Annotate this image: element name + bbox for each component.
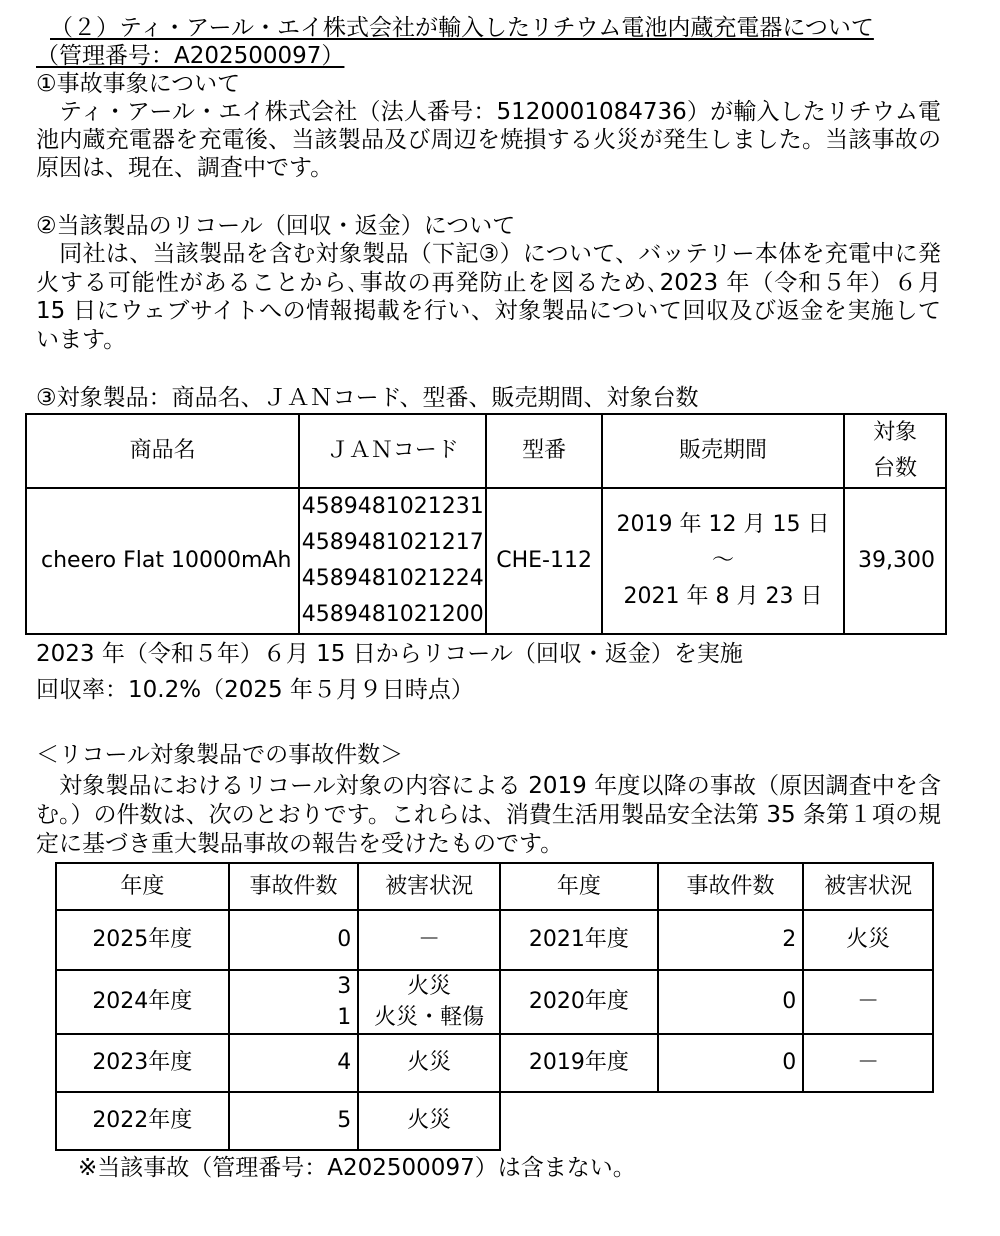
- jan-codes: [299, 488, 486, 634]
- year-cell: 2020年度: [500, 970, 658, 1034]
- accident-row: [56, 970, 933, 1034]
- header-product-name: 商品名: [26, 414, 299, 488]
- paragraph-recall: 同社は、当該製品を含む対象製品（下記③）について、バッテリー本体を充電中に発火する可能性があることから､事故の再発防止を図るため､2023 年（令和５年）６月 15 日にウェブサイトへの情報掲載を行い、対象製品について回収及び返金を実施しています。: [36, 241, 941, 353]
- count-cell: 0: [229, 910, 359, 970]
- damage-cell: －: [803, 1034, 933, 1092]
- section-title: [36, 14, 874, 70]
- accident-table-header: [56, 863, 933, 910]
- damage-cell: 火災: [358, 1034, 500, 1092]
- jan-code: 4589481021217: [301, 530, 484, 555]
- damage-value: 火災: [407, 974, 452, 999]
- accident-footnote: ※当該事故（管理番号：A202500097）は含まない。: [78, 1155, 636, 1181]
- accident-row: [56, 1034, 933, 1092]
- header-count: 事故件数: [658, 863, 804, 910]
- accident-row: [56, 1092, 933, 1150]
- count-value: 1: [337, 1005, 352, 1030]
- year-cell: 2021年度: [500, 910, 658, 970]
- damage-value: 火災・軽傷: [374, 1005, 485, 1030]
- recall-start-note: 2023 年（令和５年）６月 15 日からリコール（回収・返金）を実施: [36, 641, 743, 667]
- recall-rate-note: 回収率：10.2%（2025 年５月９日時点）: [36, 677, 474, 703]
- count-cell: 0: [658, 970, 804, 1034]
- sales-period-separator: ～: [711, 548, 734, 573]
- header-damage: 被害状況: [803, 863, 933, 910]
- header-sales-period: 販売期間: [602, 414, 844, 488]
- header-damage: 被害状況: [358, 863, 500, 910]
- heading-target-products: ③対象製品：商品名、ＪＡＮコード、型番、販売期間、対象台数: [36, 385, 699, 411]
- paragraph-accident-count: 対象製品におけるリコール対象の内容による 2019 年度以降の事故（原因調査中を含む。）の件数は、次のとおりです。これらは、消費生活用製品安全法第 35 条第１項の規定に基づき重大製品事故の報告を受けたものです。: [36, 773, 941, 857]
- jan-code: 4589481021231: [301, 494, 484, 519]
- model-number: CHE-112: [486, 488, 602, 634]
- product-row: [26, 488, 946, 634]
- damage-cell: 火災: [803, 910, 933, 970]
- damage-cell: －: [803, 970, 933, 1034]
- year-cell: 2025年度: [56, 910, 229, 970]
- heading-accident-count: ＜リコール対象製品での事故件数＞: [36, 742, 404, 768]
- empty-cell: [500, 1092, 933, 1150]
- sales-period-end: 2021 年 8 月 23 日: [623, 584, 823, 609]
- sales-period-start: 2019 年 12 月 15 日: [616, 512, 830, 537]
- accident-table: [55, 862, 934, 1151]
- header-units: [844, 414, 946, 488]
- year-cell: 2024年度: [56, 970, 229, 1034]
- header-units-line-1: 対象: [873, 420, 918, 445]
- accident-row: [56, 910, 933, 970]
- product-table: [25, 413, 947, 635]
- jan-code: 4589481021200: [301, 602, 484, 627]
- damage-cell: －: [358, 910, 500, 970]
- year-cell: 2023年度: [56, 1034, 229, 1092]
- count-value: 3: [337, 974, 352, 999]
- sales-period: [602, 488, 844, 634]
- count-cell: [229, 970, 359, 1034]
- count-cell: 0: [658, 1034, 804, 1092]
- heading-recall: ②当該製品のリコール（回収・返金）について: [36, 213, 516, 239]
- header-units-line-2: 台数: [873, 456, 918, 481]
- year-cell: 2022年度: [56, 1092, 229, 1150]
- product-table-header: [26, 414, 946, 488]
- header-jan-code: ＪＡＮコード: [299, 414, 486, 488]
- year-cell: 2019年度: [500, 1034, 658, 1092]
- title-line-1: （２）ティ・アール・エイ株式会社が輸入したリチウム電池内蔵充電器について: [50, 15, 874, 41]
- damage-cell: [358, 970, 500, 1034]
- paragraph-accident-event: ティ・アール・エイ株式会社（法人番号：5120001084736）が輸入したリチウム電池内蔵充電器を充電後、当該製品及び周辺を焼損する火災が発生しました。当該事故の原因は、現在、調査中です。: [36, 99, 941, 181]
- target-units: 39,300: [844, 488, 946, 634]
- title-line-2: （管理番号：A202500097）: [36, 43, 345, 69]
- header-count: 事故件数: [229, 863, 359, 910]
- header-year: 年度: [56, 863, 229, 910]
- product-name: cheero Flat 10000mAh: [26, 488, 299, 634]
- header-year: 年度: [500, 863, 658, 910]
- jan-code: 4589481021224: [301, 566, 484, 591]
- count-cell: 2: [658, 910, 804, 970]
- header-model: 型番: [486, 414, 602, 488]
- count-cell: 5: [229, 1092, 359, 1150]
- heading-accident-event: ①事故事象について: [36, 71, 241, 97]
- count-cell: 4: [229, 1034, 359, 1092]
- damage-cell: 火災: [358, 1092, 500, 1150]
